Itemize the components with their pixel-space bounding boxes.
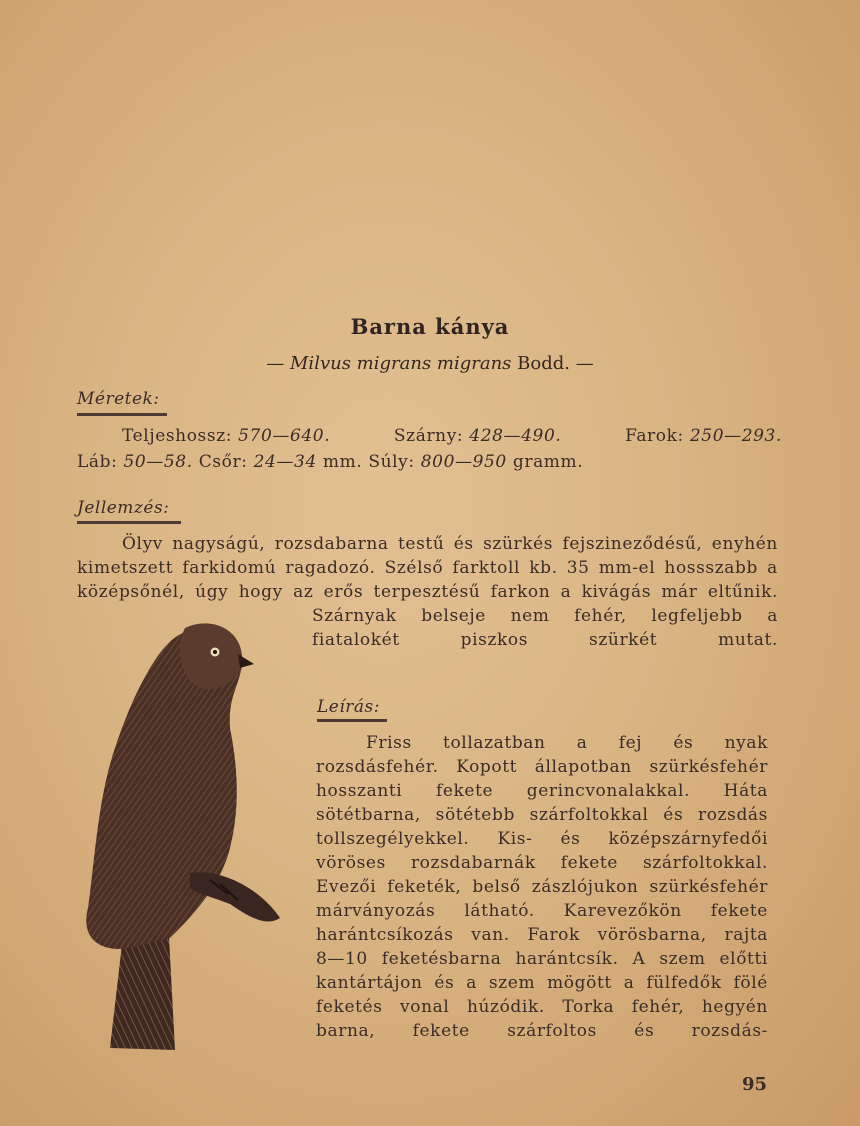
- leiras-line-4: [316, 805, 768, 825]
- leiras-line-5: [316, 829, 768, 849]
- heading-underline: [317, 719, 387, 722]
- word: gerincvonalakkal.: [526, 781, 691, 801]
- word: sötétbarna,: [316, 805, 421, 825]
- word: zászlójukon: [531, 877, 639, 897]
- word: Farok: [527, 925, 580, 945]
- section-heading-meretek: Méretek:: [77, 389, 160, 409]
- word: rozsdás: [698, 805, 768, 825]
- word: Evezői: [316, 877, 377, 897]
- word: mögött: [547, 973, 612, 993]
- word: és: [560, 829, 581, 849]
- word: a: [623, 973, 635, 993]
- word: vörösbarna,: [597, 925, 707, 945]
- word: harántcsíkozás: [316, 925, 454, 945]
- heading-underline: [77, 413, 167, 416]
- word: testű: [397, 534, 445, 554]
- word: a: [767, 558, 778, 578]
- jellemzes-line-3: [77, 582, 778, 602]
- leiras-line-8: [316, 901, 768, 921]
- word: tollszegélyekkel.: [316, 829, 470, 849]
- word: szürkés: [483, 534, 554, 554]
- word: és: [663, 805, 684, 825]
- word: rozsdabarna: [274, 534, 389, 554]
- word: farktoll: [452, 558, 521, 578]
- word: húzódik.: [466, 997, 545, 1017]
- leiras-line-3: [316, 781, 768, 801]
- measure-label-beak: Csőr: 24—34 mm.: [198, 452, 363, 472]
- scientific-name: [0, 353, 860, 374]
- word: fekete: [710, 901, 768, 921]
- word: van.: [471, 925, 510, 945]
- jellemzes-line-1: [122, 534, 778, 554]
- leiras-line-7: [316, 877, 768, 897]
- word: nem: [510, 606, 550, 626]
- leiras-line-2: [316, 757, 768, 777]
- word: fehér,: [574, 606, 627, 626]
- word: és: [434, 973, 455, 993]
- measure-label-weight: Súly: 800—950 gramm.: [368, 452, 584, 472]
- word: legfeljebb: [651, 606, 743, 626]
- section-heading-leiras: Leírás:: [317, 697, 380, 717]
- word: mutat.: [718, 630, 778, 650]
- word: feketék,: [387, 877, 462, 897]
- leiras-line-6: [316, 853, 768, 873]
- word: Szélső: [384, 558, 444, 578]
- word: középszárnyfedői: [608, 829, 768, 849]
- jellemzes-line-4: [312, 606, 778, 626]
- word: a: [767, 606, 778, 626]
- word: és: [634, 1021, 655, 1041]
- jellemzes-line-2: [77, 558, 778, 578]
- word: fehér,: [631, 997, 685, 1017]
- word: kantártájon: [316, 973, 423, 993]
- word: enyhén: [711, 534, 778, 554]
- word: hosszanti: [316, 781, 403, 801]
- latin-name: Milvus migrans migrans: [290, 353, 512, 374]
- word: terpesztésű: [373, 582, 481, 602]
- word: ragadozó.: [285, 558, 376, 578]
- word: harántcsík.: [515, 949, 619, 969]
- word: Ölyv: [122, 534, 163, 554]
- word: Kis-: [497, 829, 533, 849]
- leiras-line-12: [316, 997, 768, 1017]
- page-title: Barna kánya: [350, 314, 510, 339]
- word: Torka: [562, 997, 615, 1017]
- word: a: [576, 733, 588, 753]
- word: hegyén: [701, 997, 768, 1017]
- word: szárfoltokkal.: [643, 853, 768, 873]
- word: szárfoltokkal: [529, 805, 649, 825]
- word: hogy: [238, 582, 283, 602]
- word: szürkét: [589, 630, 658, 650]
- word: feketésbarna: [381, 949, 502, 969]
- word: már: [661, 582, 698, 602]
- word: fej: [618, 733, 643, 753]
- word: erős: [323, 582, 364, 602]
- word: fekete: [435, 781, 494, 801]
- word: fekete: [412, 1021, 470, 1041]
- word: rozsdabarnák: [410, 853, 536, 873]
- word: fülfedők: [646, 973, 722, 993]
- word: középsőnél,: [77, 582, 185, 602]
- word: fiatalokét: [312, 630, 400, 650]
- word: szem: [659, 949, 706, 969]
- measurements-line-1: [122, 426, 782, 446]
- word: a: [466, 973, 478, 993]
- word: állapotban: [534, 757, 632, 777]
- word: 8—10: [316, 949, 368, 969]
- word: Háta: [723, 781, 768, 801]
- word: hossszabb: [664, 558, 759, 578]
- word: szürkésfehér: [649, 757, 768, 777]
- measure-label-length: Teljeshossz: 570—640.: [122, 426, 331, 446]
- word: belső: [472, 877, 521, 897]
- word: fekete: [560, 853, 618, 873]
- word: rozsdás-: [691, 1021, 768, 1041]
- word: tollazatban: [443, 733, 546, 753]
- word: kimetszett: [77, 558, 174, 578]
- word: Friss: [366, 733, 412, 753]
- word: Karevezőkön: [563, 901, 682, 921]
- word: szürkésfehér: [649, 877, 768, 897]
- word: és: [673, 733, 694, 753]
- word: látható.: [464, 901, 535, 921]
- word: feketés: [316, 997, 383, 1017]
- dash-right: —: [575, 353, 594, 374]
- word: mm-el: [598, 558, 656, 578]
- kite-bird-illustration: [70, 618, 285, 1058]
- word: piszkos: [460, 630, 529, 650]
- word: fölé: [733, 973, 768, 993]
- word: Kopott: [456, 757, 518, 777]
- word: kb.: [529, 558, 558, 578]
- word: sötétebb: [435, 805, 515, 825]
- word: eltűnik.: [707, 582, 778, 602]
- word: farkidomú: [182, 558, 277, 578]
- word: rozsdásfehér.: [316, 757, 439, 777]
- word: farkon: [490, 582, 551, 602]
- word: szárfoltos: [507, 1021, 597, 1041]
- word: kivágás: [581, 582, 652, 602]
- leiras-line-13: [316, 1021, 768, 1041]
- leiras-line-10: [316, 949, 768, 969]
- measure-label-wing: Szárny: 428—490.: [393, 426, 562, 446]
- word: nagyságú,: [172, 534, 266, 554]
- dash-left: —: [266, 353, 285, 374]
- leiras-line-11: [316, 973, 768, 993]
- section-heading-jellemzes: Jellemzés:: [77, 498, 170, 518]
- word: rajta: [724, 925, 768, 945]
- page-number: 95: [742, 1074, 768, 1095]
- jellemzes-line-5: [312, 630, 778, 650]
- word: szem: [488, 973, 536, 993]
- word: fejszineződésű,: [562, 534, 703, 554]
- word: úgy: [195, 582, 229, 602]
- word: előtti: [719, 949, 768, 969]
- word: vöröses: [316, 853, 386, 873]
- measure-label-tail: Farok: 250—293.: [625, 426, 782, 446]
- word: nyak: [724, 733, 768, 753]
- word: belseje: [421, 606, 486, 626]
- leiras-line-9: [316, 925, 768, 945]
- word: és: [453, 534, 474, 554]
- word: a: [560, 582, 572, 602]
- word: barna,: [316, 1021, 376, 1041]
- word: márványozás: [316, 901, 436, 921]
- author-name: Bodd.: [517, 353, 570, 374]
- word: az: [293, 582, 314, 602]
- word: 35: [566, 558, 590, 578]
- word: vonal: [400, 997, 450, 1017]
- heading-underline: [77, 521, 181, 524]
- measurements-line-2: [77, 452, 782, 472]
- word: A: [632, 949, 646, 969]
- leiras-line-1: [366, 733, 768, 753]
- word: Szárnyak: [312, 606, 397, 626]
- measure-label-leg: Láb: 50—58.: [77, 452, 193, 472]
